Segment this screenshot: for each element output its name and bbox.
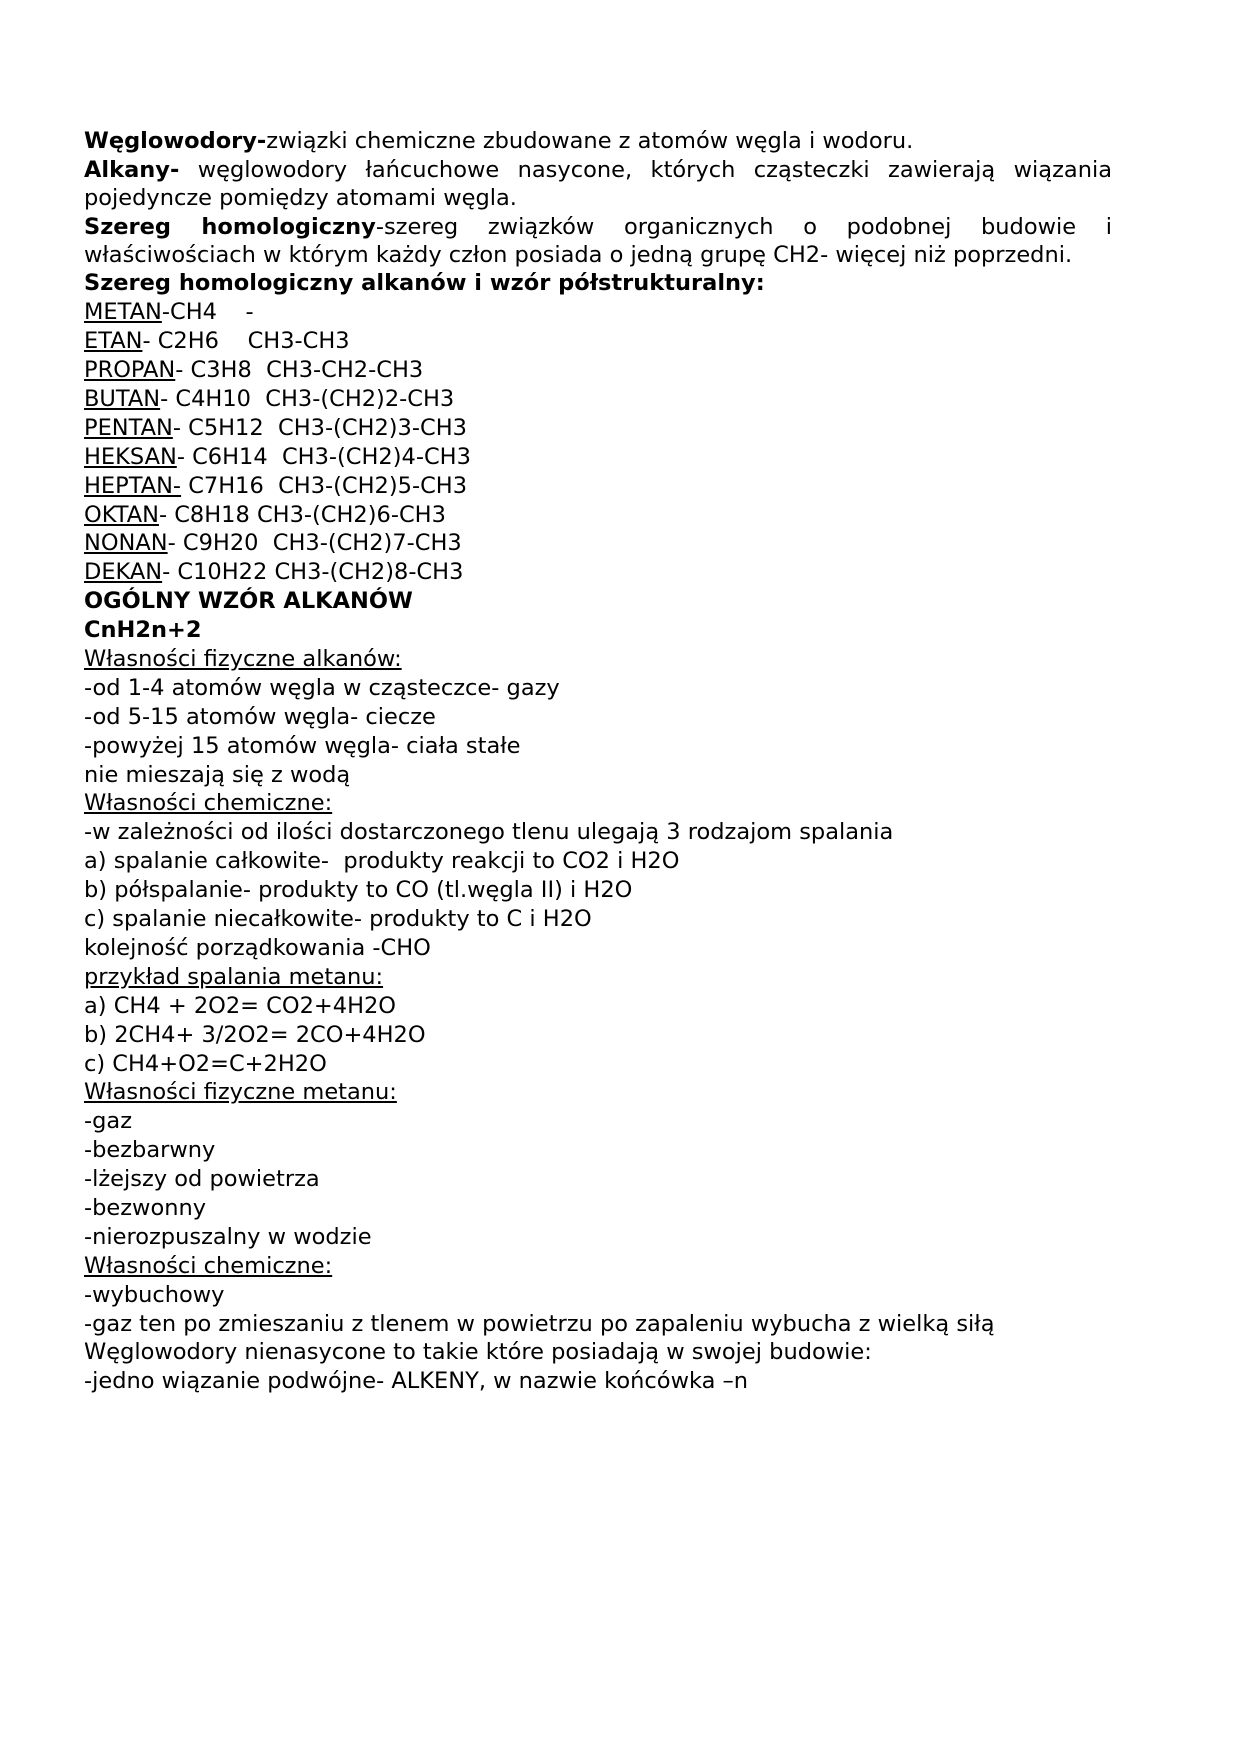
heading-wlasnosci-chemiczne-alkanow [84,790,1112,818]
heading-wlasnosci-chemiczne-metanu-text: Własności chemiczne: [84,1252,333,1279]
heading-szereg-alkanow: Szereg homologiczny alkanów i wzór półstrukturalny: [84,270,765,297]
equation-spalanie-c: c) CH4+O2=C+2H2O [84,1050,327,1077]
alkane-formula-butan: - C4H10 CH3-(CH2)2-CH3 [160,386,455,413]
alkane-formula-metan: -CH4 - [161,299,254,326]
alkane-name-dekan: DEKAN [84,559,163,586]
heading-przyklad-spalania-metanu [84,964,1112,992]
alkane-name-metan: METAN [84,299,162,326]
list-item-spalanie-calkowite: a) spalanie całkowite- produkty reakcji to CO2 i H2O [84,848,680,875]
list-item-wf-alkan-4: nie mieszają się z wodą [84,761,351,788]
list-item-spalanie-niecalkowite: c) spalanie niecałkowite- produkty to C i H2O [84,906,592,933]
alkane-row-heksan [84,444,1112,472]
alkane-formula-propan: - C3H8 CH3-CH2-CH3 [175,357,424,384]
alkane-formula-etan: - C2H6 CH3-CH3 [142,328,350,355]
list-item-wf-alkan-3: -powyżej 15 atomów węgla- ciała stałe [84,732,521,759]
term-weglowodory: Węglowodory- [84,128,267,154]
alkane-row-oktan [84,502,1112,530]
equation-spalanie-b: b) 2CH4+ 3/2O2= 2CO+4H2O [84,1021,426,1048]
alkane-row-metan [84,299,1112,327]
alkane-row-etan [84,328,1112,356]
list-item-polspalanie: b) półspalanie- produkty to CO (tl.węgla II) i H2O [84,877,633,904]
heading-wlasnosci-fizyczne-alkanow-text: Własności fizyczne alkanów: [84,646,402,673]
formula-general-alkane: CnH2n+2 [84,617,202,644]
alkane-formula-oktan: - C8H18 CH3-(CH2)6-CH3 [158,501,446,528]
alkane-name-propan: PROPAN [84,357,176,384]
alkane-name-pentan: PENTAN [84,414,173,441]
heading-przyklad-spalania-metanu-text: przykład spalania metanu: [84,963,384,990]
list-item-wf-alkan-2: -od 5-15 atomów węgla- ciecze [84,703,436,730]
list-item-wf-metan-1: -gaz [84,1108,132,1135]
alkane-row-butan [84,386,1112,414]
list-item-wf-metan-4: -bezwonny [84,1194,207,1221]
paragraph-rodzaje-spalania: -w zależności od ilości dostarczonego tlenu ulegają 3 rodzajom spalania [84,819,894,846]
heading-wlasnosci-fizyczne-alkanow [84,646,1112,674]
list-item-wf-metan-3: -lżejszy od powietrza [84,1166,320,1193]
heading-wzor-ogolny: OGÓLNY WZÓR ALKANÓW [84,588,413,615]
definition-alkany-text: węglowodory łańcuchowe nasycone, których cząsteczki zawierają wiązania pojedyncze pomiędzy atomami węgla. [84,156,1112,211]
list-item-wc-metan-1: -wybuchowy [84,1281,225,1308]
heading-wlasnosci-chemiczne-alkanow-text: Własności chemiczne: [84,790,333,817]
alkane-name-heptan: HEPTAN- [84,472,182,499]
equation-spalanie-a: a) CH4 + 2O2= CO2+4H2O [84,992,397,1019]
alkane-name-butan: BUTAN [84,386,161,413]
heading-wlasnosci-fizyczne-metanu [84,1079,1112,1107]
alkane-formula-pentan: - C5H12 CH3-(CH2)3-CH3 [172,414,467,441]
list-item-alkeny: -jedno wiązanie podwójne- ALKENY, w nazwie końcówka –n [84,1368,749,1395]
list-item-wf-metan-2: -bezbarwny [84,1137,216,1164]
alkane-row-propan [84,357,1112,385]
definition-szereg-homologiczny-text: -szereg związków organicznych o podobnej budowie i właściwościach w którym każdy człon posiada o jedną grupę CH2- więcej niż poprzedni. [84,213,1113,268]
alkane-formula-nonan: - C9H20 CH3-(CH2)7-CH3 [167,530,462,557]
document-body [84,128,1112,1396]
list-item-wf-alkan-1: -od 1-4 atomów węgla w cząsteczce- gazy [84,674,560,701]
alkane-name-nonan: NONAN [84,530,168,557]
alkane-row-dekan [84,559,1112,587]
alkane-formula-heptan: C7H16 CH3-(CH2)5-CH3 [181,472,468,499]
alkane-name-etan: ETAN [84,328,143,355]
definition-szereg-homologiczny [84,214,1112,270]
line-kolejnosc-porzadkowania: kolejność porządkowania -CHO [84,934,431,961]
definition-weglowodory-text: związki chemiczne zbudowane z atomów węgla i wodoru. [266,128,914,154]
list-item-wf-metan-5: -nierozpuszalny w wodzie [84,1223,372,1250]
term-szereg-homologiczny: Szereg homologiczny [84,213,376,240]
definition-weglowodory [84,128,1112,156]
alkane-row-heptan [84,473,1112,501]
paragraph-wegl-nienasycone: Węglowodory nienasycone to takie które posiadają w swojej budowie: [84,1339,872,1366]
heading-wlasnosci-chemiczne-metanu [84,1253,1112,1281]
heading-wlasnosci-fizyczne-metanu-text: Własności fizyczne metanu: [84,1079,397,1106]
definition-alkany [84,157,1112,213]
alkane-formula-heksan: - C6H14 CH3-(CH2)4-CH3 [176,443,471,470]
paragraph-wc-metan-2: -gaz ten po zmieszaniu z tlenem w powietrzu po zapaleniu wybucha z wielką siłą [84,1310,995,1337]
alkane-name-oktan: OKTAN [84,501,159,528]
alkane-row-nonan [84,530,1112,558]
alkane-row-pentan [84,415,1112,443]
alkane-formula-dekan: - C10H22 CH3-(CH2)8-CH3 [162,559,464,586]
term-alkany: Alkany- [84,156,180,183]
alkane-name-heksan: HEKSAN [84,443,177,470]
